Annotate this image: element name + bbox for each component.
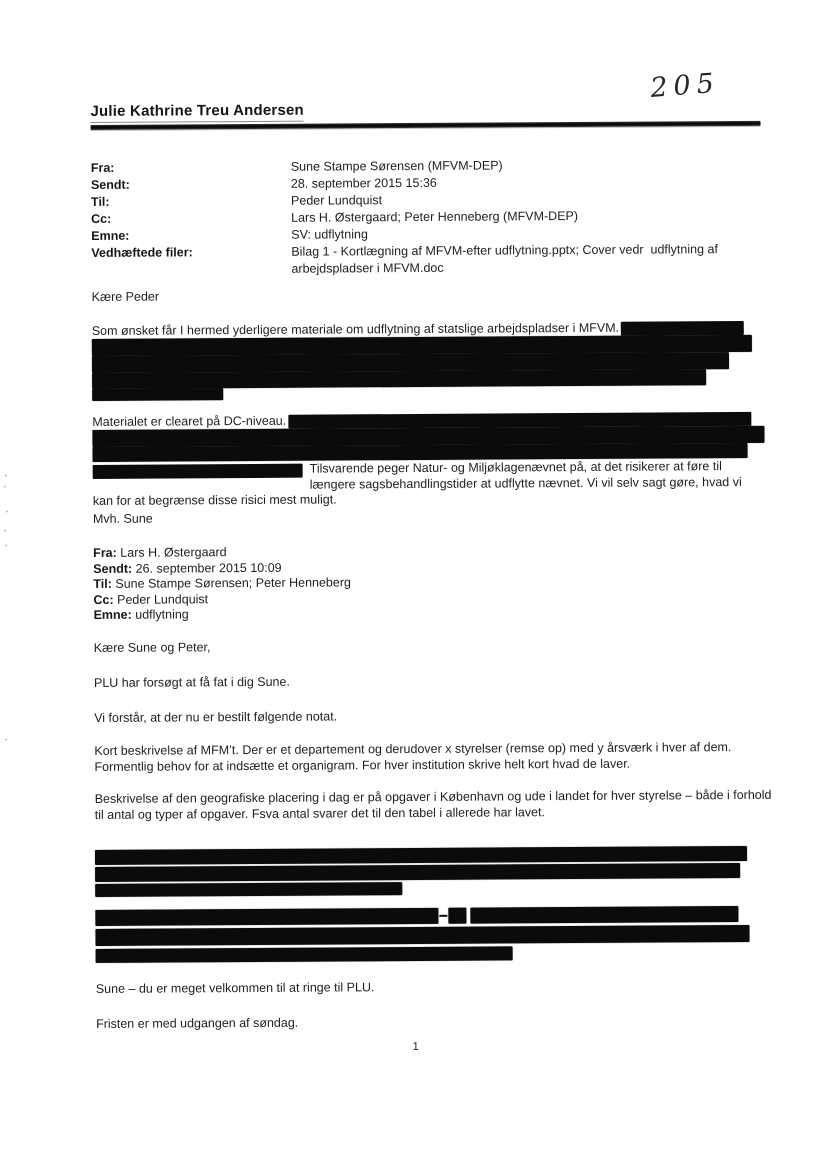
- email1-paragraph-1-with-redaction: [92, 319, 764, 401]
- redaction-bar: [95, 908, 438, 926]
- email2-paragraph-5: Sune – du er meget velkommen til at ringe til PLU.: [95, 980, 375, 996]
- paragraph-tail: [93, 459, 765, 510]
- handwritten-archive-number: 205: [649, 67, 721, 104]
- field-row: [93, 560, 351, 577]
- paragraph-text: Materialet er clearet på DC-niveau.: [92, 413, 287, 429]
- scan-speck: [4, 529, 6, 531]
- field-label-fra: Fra:: [90, 160, 115, 175]
- field-value-fra: Lars H. Østergaard: [120, 545, 227, 560]
- email1-signoff: Mvh. Sune: [92, 511, 153, 526]
- email2-paragraph-6: Fristen er med udgangen af søndag.: [95, 1015, 299, 1031]
- field-value-sendt: 28. september 2015 15:36: [290, 175, 437, 191]
- field-label-sendt: Sendt:: [90, 177, 130, 192]
- field-label-sendt: Sendt:: [93, 561, 133, 576]
- redaction-bar: [93, 464, 303, 479]
- redaction-bar: [92, 388, 223, 401]
- redaction-bar: [448, 908, 466, 924]
- field-label-emne: Emne:: [91, 228, 130, 243]
- field-row: [93, 544, 351, 561]
- redaction-dash: [439, 915, 447, 917]
- field-label-cc: Cc:: [91, 211, 112, 226]
- redaction-bar: [92, 369, 706, 389]
- field-value-til: Sune Stampe Sørensen; Peter Henneberg: [115, 575, 351, 591]
- field-value-cc: Peder Lundquist: [117, 591, 209, 607]
- scan-speck: [6, 510, 8, 512]
- field-row: [93, 591, 351, 608]
- redaction-bar: [95, 925, 749, 946]
- redaction-bar: [95, 863, 740, 882]
- scan-speck: [4, 485, 6, 487]
- field-value-emne: SV: udflytning: [291, 227, 368, 242]
- field-label-fra: Fra:: [93, 545, 117, 560]
- email2-paragraph-2: Vi forstår, at der nu er bestilt følgende notat.: [94, 709, 338, 725]
- paragraph-text: Tilsvarende peger Natur- og Miljøklagenævnet på, at det risikerer at føre til længere sagsbehandlingstider at udflytte nævnet. Vi vil selv sagt gøre, hvad vi kan for at begrænse disse risici mest muligt.: [92, 459, 742, 508]
- email2-header-fields: [93, 544, 351, 623]
- printout-owner-header: [90, 99, 760, 130]
- field-row: [93, 575, 351, 592]
- redaction-bar: [288, 412, 751, 429]
- field-value-sendt: 26. september 2015 10:09: [135, 560, 282, 576]
- email1-greeting: Kære Peder: [91, 289, 160, 304]
- field-value-fra: Sune Stampe Sørensen (MFVM-DEP): [290, 158, 503, 174]
- email2-paragraph-4: Beskrivelse af den geografiske placering i dag er på opgaver i København og ude i landet for hver styrelse – både i forhold til antal og typer af opgaver. Fsva antal svarer det til den tabel i allerede har lavet.: [94, 787, 772, 822]
- field-label-cc: Cc:: [93, 592, 114, 607]
- field-value-til: Peder Lundquist: [290, 193, 383, 208]
- redaction-bar: [621, 321, 744, 336]
- email1-header-fields: [91, 156, 764, 279]
- redaction-block-2: [95, 906, 749, 963]
- email2-paragraph-1: PLU har forsøgt at få fat i dig Sune.: [93, 674, 290, 690]
- redaction-bar: [95, 882, 402, 897]
- scan-speck: [5, 738, 7, 740]
- field-value-attachments: Bilag 1 - Kortlægning af MFVM-efter udflytning.pptx; Cover vedr udflytning af arbejdspladser i MFVM.doc: [291, 242, 722, 276]
- redaction-bar: [470, 906, 738, 924]
- field-value-cc: Lars H. Østergaard; Peter Henneberg (MFVM-DEP): [291, 208, 579, 225]
- field-row: [93, 606, 351, 623]
- redaction-block-1: [95, 846, 747, 897]
- email2-paragraph-3: Kort beskrivelse af MFM’t. Der er et departement og derudover x styrelser (remse op) med y årsværk i hver af dem. Formentlig behov for at indsætte et organigram. For hver institution skrive helt kort hvad de laver.: [94, 740, 732, 774]
- redaction-bar: [95, 846, 747, 865]
- page-number: 1: [412, 1040, 419, 1054]
- redaction-bar: [96, 946, 513, 963]
- field-label-attachments: Vedhæftede filer:: [91, 245, 193, 260]
- field-value-emne: udflytning: [135, 607, 189, 622]
- email2-greeting: Kære Sune og Peter,: [93, 640, 211, 655]
- scan-speck: [5, 474, 7, 476]
- paragraph-text: Som ønsket får I hermed yderligere materiale om udflytning af statslige arbejdspladser i MFVM.: [91, 320, 620, 338]
- redaction-row: [95, 906, 749, 926]
- page-title: Julie Kathrine Treu Andersen: [90, 102, 304, 123]
- email1-paragraph-2-with-redaction: [92, 410, 765, 510]
- field-label-til: Til:: [93, 576, 112, 591]
- scan-speck: [5, 544, 7, 546]
- field-label-emne: Emne:: [93, 607, 132, 622]
- field-label-til: Til:: [90, 194, 110, 209]
